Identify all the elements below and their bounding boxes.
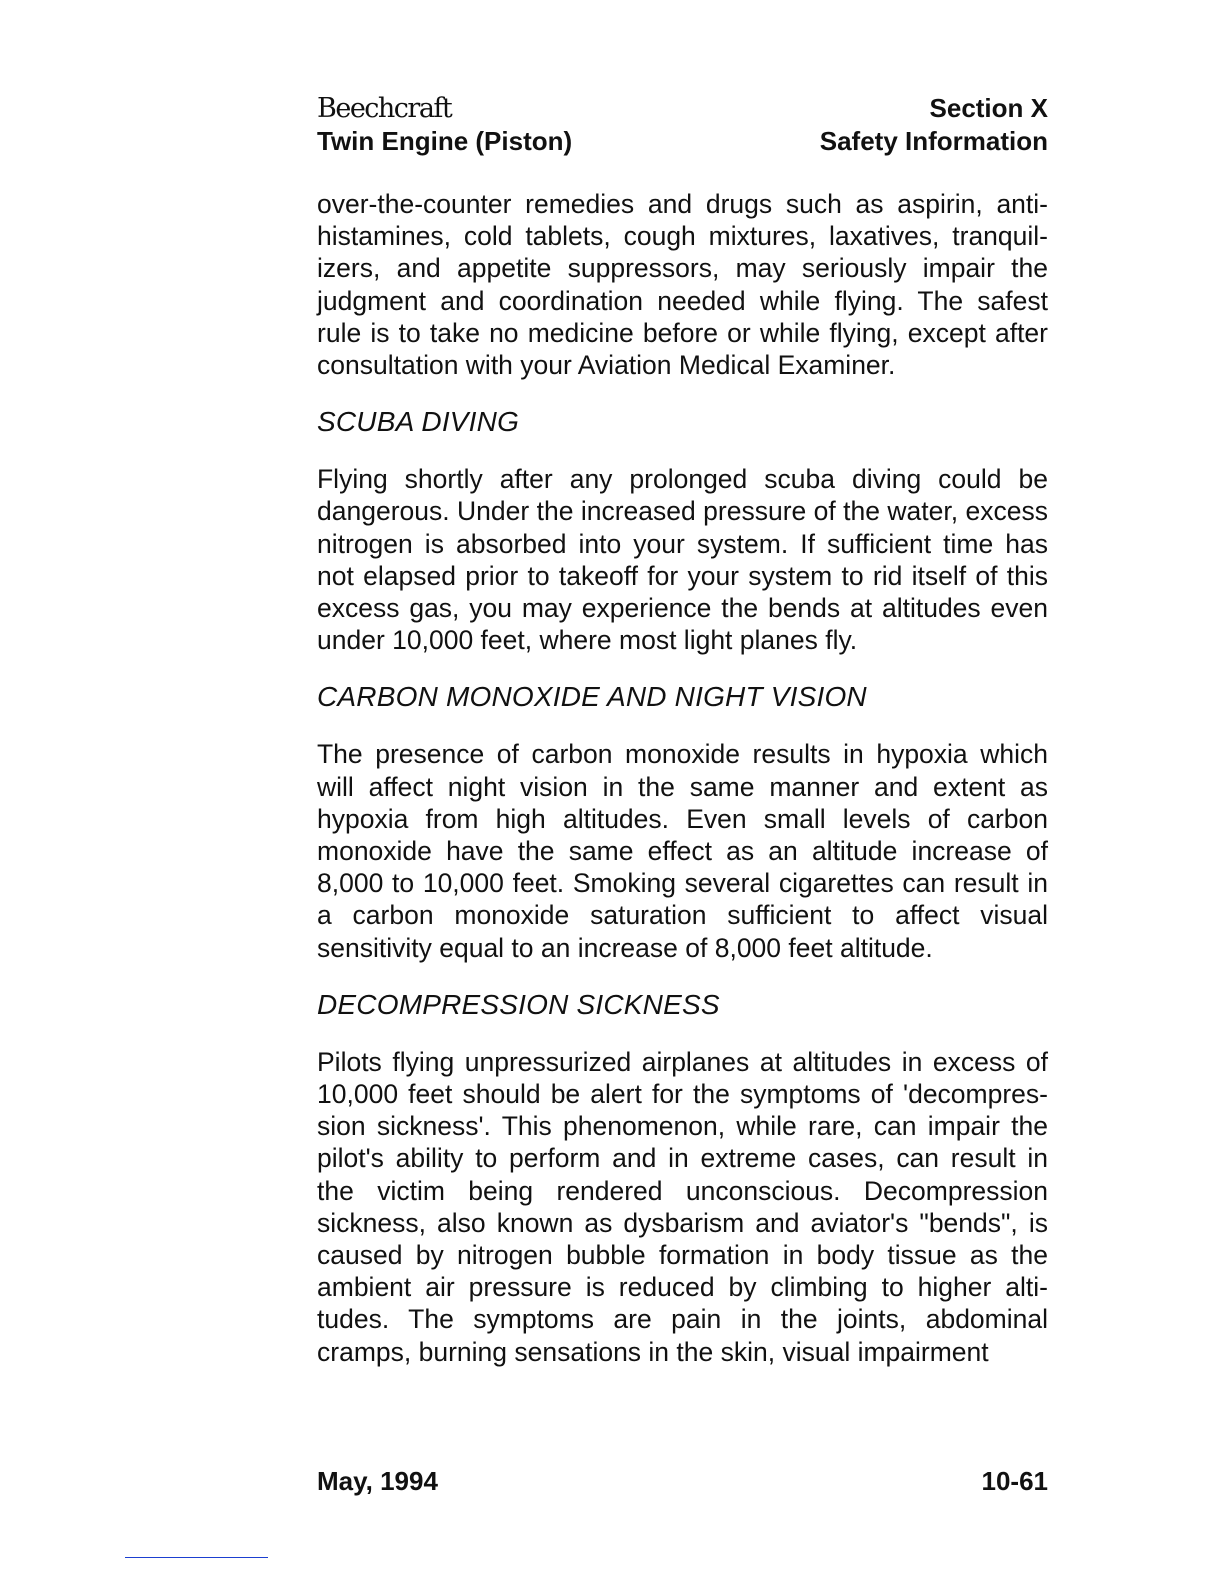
paragraph-decompression-sickness: Pilots flying unpressurized airplanes at altitudes in excess of 10,000 feet should be alert for the symptoms of 'decompression sickness'. This phenomenon, while rare, can impair the pilot's ability to perform and in extreme cases, can result in the victim being rendered unconscious. Decompression sickness, also known as dysbarism and aviator's "bends", is caused by nitrogen bubble formation in body tissue as the ambient air pressure is reduced by climbing to higher altitudes. The symptoms are pain in the joints, abdominal cramps, burning sensations in the skin, visual impairment [317,1046,1048,1367]
page-header [317,92,1048,158]
page-content [317,188,1048,1368]
bottom-divider [125,1557,268,1558]
page-number: 10-61 [981,1466,1048,1496]
heading-carbon-monoxide: CARBON MONOXIDE AND NIGHT VISION [317,681,867,713]
footer-date: May, 1994 [317,1466,438,1496]
header-left [317,92,572,158]
header-right [820,92,1048,158]
intro-paragraph: over-the-counter remedies and drugs such as aspirin, antihistamines, cold tablets, cough mixtures, laxatives, tranquilizers, and appetite suppressors, may seriously impair the judgment and coordination needed while flying. The safest rule is to take no medicine before or while flying, except after consultation with your Aviation Medical Examiner. [317,189,1048,381]
brand-logo: Beechcraft [317,93,452,124]
heading-decompression-sickness: DECOMPRESSION SICKNESS [317,988,720,1020]
aircraft-model: Twin Engine (Piston) [317,126,573,156]
page-footer [317,1465,1048,1497]
paragraph-carbon-monoxide: The presence of carbon monoxide results in hypoxia which will affect night vision in the same manner and extent as hypoxia from high altitudes. Even small levels of carbon monoxide have the same effect as an altitude increase of 8,000 to 10,000 feet. Smoking several cigarettes can result in a carbon monoxide saturation sufficient to affect visual sensitivity equal to an increase of 8,000 feet altitude. [317,739,1048,963]
paragraph-scuba-diving: Flying shortly after any prolonged scuba diving could be dangerous. Under the increased pressure of the water, excess nitrogen is absorbed into your system. If sufficient time has not elapsed prior to takeoff for your system to rid itself of this excess gas, you may experience the bends at altitudes even under 10,000 feet, where most light planes fly. [317,464,1048,656]
heading-scuba-diving: SCUBA DIVING [317,406,520,438]
manual-page [317,92,1048,1368]
section-title: Safety Information [819,126,1048,156]
section-number: Section X [929,93,1048,123]
